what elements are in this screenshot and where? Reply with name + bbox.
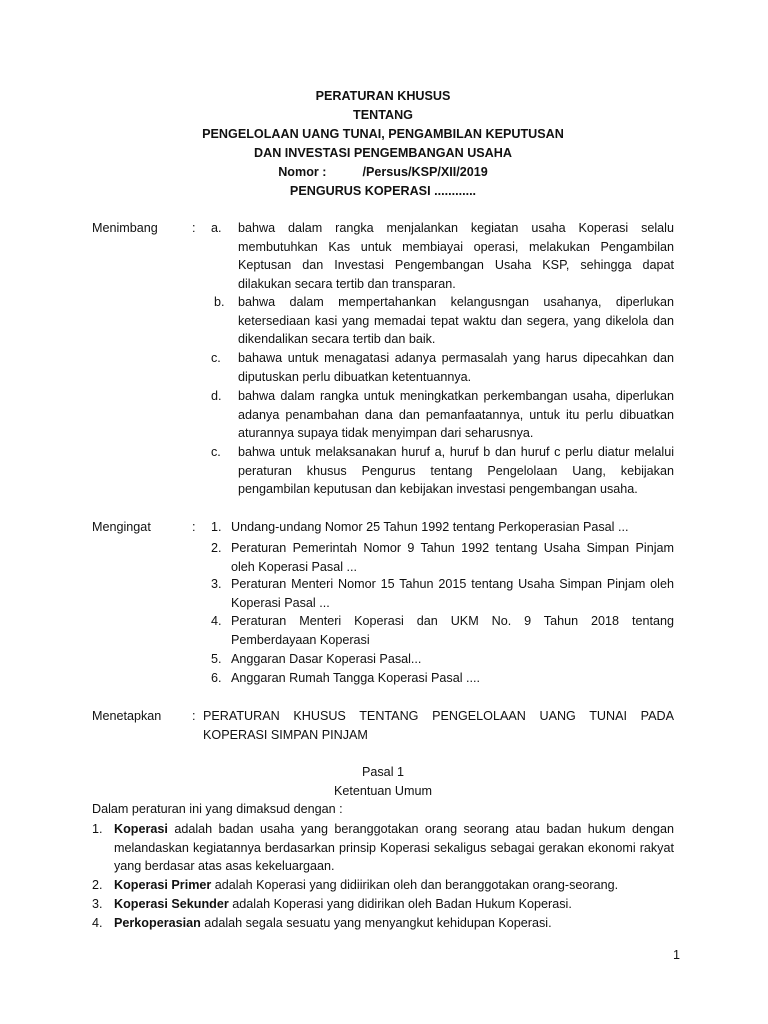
- item-text: bahwa dalam mempertahankan kelangusngan usahanya, diperlukan ketersediaan kasi yang memadai tepat waktu dan segera, yang dikelola dan dikendalikan secara tertib dan baik.: [238, 295, 674, 346]
- item-marker: b.: [214, 295, 225, 309]
- item-marker: 6.: [211, 671, 222, 685]
- menimbang-item: [211, 293, 674, 349]
- mengingat-item: [211, 669, 674, 688]
- item-marker: 4.: [92, 916, 103, 930]
- pasal-subtitle: Ketentuan Umum: [333, 784, 432, 798]
- item-marker: 3.: [92, 897, 103, 911]
- doc-number-value: /Persus/KSP/XII/2019: [362, 165, 488, 179]
- doc-number-label: Nomor :: [278, 165, 327, 179]
- menimbang-item: [211, 387, 674, 443]
- item-marker: 2.: [211, 541, 222, 555]
- item-text: Peraturan Menteri Nomor 15 Tahun 2015 tentang Usaha Simpan Pinjam oleh Koperasi Pasal ...: [231, 577, 674, 610]
- definition-term: Koperasi Sekunder: [114, 897, 229, 911]
- menetapkan-text: [203, 707, 674, 744]
- definition-body: adalah segala sesuatu yang menyangkut kehidupan Koperasi.: [200, 916, 552, 930]
- item-marker: 4.: [211, 614, 222, 628]
- item-marker: 1.: [211, 520, 222, 534]
- pasal-title: Pasal 1: [361, 765, 404, 779]
- doc-title: PERATURAN KHUSUS: [315, 89, 451, 103]
- definition-item: [92, 914, 674, 933]
- definition-body: adalah badan usaha yang beranggotakan orang seorang atau badan hukum dengan melandaskan kegiatannya berdasarkan prinsip Koperasi sekaligus sebagai gerakan ekonomi rakyat yang berdasar atas asas kekeluargaan.: [114, 822, 674, 873]
- mengingat-item: [211, 612, 674, 649]
- item-marker: a.: [211, 221, 222, 235]
- item-text: bahwa untuk melaksanakan huruf a, huruf b dan huruf c perlu diatur melalui peraturan khusus Pengurus tentang Pengelolaan Uang, kebijakan pengambilan keputusan dan kebijakan investasi pengembangan usaha.: [238, 445, 674, 496]
- item-marker: 2.: [92, 878, 103, 892]
- item-marker: c.: [211, 445, 221, 459]
- menetapkan-label: Menetapkan: [92, 709, 162, 723]
- definition-term: Koperasi Primer: [114, 878, 212, 892]
- definition-body: adalah Koperasi yang didirikan oleh Badan Hukum Koperasi.: [228, 897, 572, 911]
- item-text: bahawa untuk menagatasi adanya permasalah yang harus dipecahkan dan diputuskan perlu dibuatkan ketentuannya.: [238, 351, 674, 384]
- definition-term: Koperasi: [114, 822, 168, 836]
- doc-title-tentang: TENTANG: [353, 108, 413, 122]
- definition-body: adalah Koperasi yang didiirikan oleh dan beranggotakan orang-seorang.: [211, 878, 619, 892]
- definition-item: [92, 820, 674, 876]
- doc-number: [92, 163, 674, 182]
- item-marker: 1.: [92, 822, 103, 836]
- item-marker: 3.: [211, 577, 222, 591]
- mengingat-label: Mengingat: [92, 520, 151, 534]
- definition-text: [114, 876, 674, 895]
- definition-text: [114, 820, 674, 876]
- menetapkan-text-value: PERATURAN KHUSUS TENTANG PENGELOLAAN UANG TUNAI PADA KOPERASI SIMPAN PINJAM: [203, 709, 674, 742]
- item-text: bahwa dalam rangka menjalankan kegiatan usaha Koperasi selalu membutuhkan Kas untuk membiayai operasi, melakukan Pengambilan Keptusan dan Investasi Pengembangan Usaha KSP, sehingga dapat dilakukan secara tertib dan transparan.: [238, 221, 674, 291]
- item-marker: d.: [211, 389, 222, 403]
- definition-text: [114, 895, 674, 914]
- definition-item: [92, 876, 674, 895]
- mengingat-item: [211, 539, 674, 576]
- page-number: 1: [672, 948, 680, 962]
- doc-subject-line2: DAN INVESTASI PENGEMBANGAN USAHA: [254, 146, 512, 160]
- mengingat-colon: :: [192, 520, 196, 534]
- pasal-intro: Dalam peraturan ini yang dimaksud dengan :: [92, 802, 343, 816]
- item-marker: 5.: [211, 652, 222, 666]
- mengingat-item: [211, 650, 674, 669]
- definition-item: [92, 895, 674, 914]
- menetapkan-colon: :: [192, 709, 196, 723]
- mengingat-item: [211, 575, 674, 612]
- menimbang-item: [211, 349, 674, 386]
- mengingat-item: [211, 518, 674, 537]
- item-text: bahwa dalam rangka untuk meningkatkan perkembangan usaha, diperlukan adanya penambahan dana dan pemanfaatannya, untuk itu perlu dibuatkan aturannya supaya tidak menyimpan dari seharusnya.: [238, 389, 674, 440]
- item-text: Anggaran Rumah Tangga Koperasi Pasal ....: [231, 671, 481, 685]
- doc-issuer: PENGURUS KOPERASI ............: [289, 184, 477, 198]
- definition-term: Perkoperasian: [114, 916, 201, 930]
- item-text: Anggaran Dasar Koperasi Pasal...: [231, 652, 422, 666]
- item-marker: c.: [211, 351, 221, 365]
- menimbang-item: [211, 443, 674, 499]
- definition-text: [114, 914, 674, 933]
- menimbang-item: [211, 219, 674, 293]
- menimbang-colon: :: [192, 221, 196, 235]
- item-text: Undang-undang Nomor 25 Tahun 1992 tentang Perkoperasian Pasal ...: [231, 520, 629, 534]
- doc-subject-line1: PENGELOLAAN UANG TUNAI, PENGAMBILAN KEPUTUSAN: [202, 127, 564, 141]
- item-text: Peraturan Pemerintah Nomor 9 Tahun 1992 tentang Usaha Simpan Pinjam oleh Koperasi Pasal ...: [231, 541, 674, 574]
- menimbang-label: Menimbang: [92, 221, 158, 235]
- item-text: Peraturan Menteri Koperasi dan UKM No. 9 Tahun 2018 tentang Pemberdayaan Koperasi: [231, 614, 674, 647]
